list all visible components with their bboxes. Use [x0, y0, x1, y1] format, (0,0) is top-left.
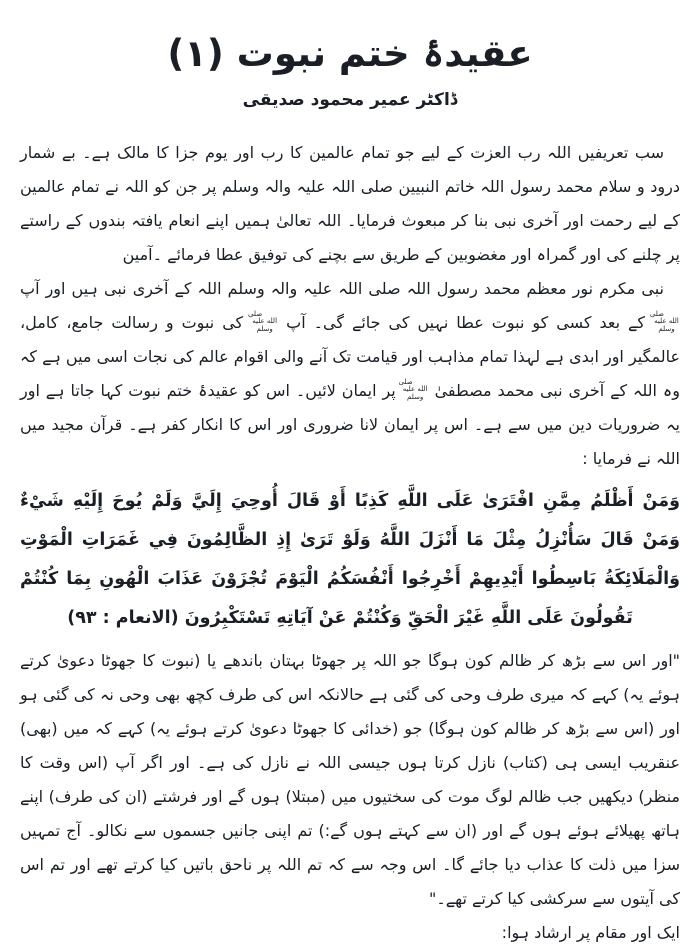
author-byline: ڈاکٹر عمیر محمود صدیقی [242, 90, 458, 111]
paragraph-text: نبی مکرم نور معظم محمد رسول اللہ صلی اللہ علیہ والہ وسلم اللہ کے آخری نبی ہیں اور آپ [20, 279, 664, 299]
verse-text: وَمَنْ أَظْلَمُ مِمَّنِ افْتَرَىٰ عَلَى اللَّهِ كَذِبًا أَوْ قَالَ أُوحِيَ إِلَيَّ وَلَمْ يُوحَ إِلَيْهِ شَيْءٌ وَمَنْ قَالَ سَأُنْزِلُ مِثْلَ مَا أَنْزَلَ اللَّهُ وَلَوْ تَرَىٰ إِذِ الظَّالِمُونَ فِي غَمَرَاتِ الْمَوْتِ وَالْمَلَائِكَةُ بَاسِطُوا أَيْدِيهِمْ أَخْرِجُوا أَنْفُسَكُمُ الْيَوْمَ تُجْزَوْنَ عَذَابَ الْهُونِ بِمَا كُنْتُمْ تَقُولُونَ عَلَى اللَّهِ غَيْرَ الْحَقِّ وَكُنْتُمْ عَنْ آيَاتِهِ تَسْتَكْبِرُونَ [20, 491, 680, 629]
paragraph-text: پر ایمان لائیں۔ اس کو عقیدۂ ختم نبوت کہا جاتا ہے اور یہ ضروریات دین میں سے ہے۔ اس پر ایمان لانا ضروری اور اس کا انکار کفر ہے۔ قرآن مجید میں اللہ نے فرمایا : [20, 381, 680, 469]
quran-verse-arabic [20, 482, 680, 638]
paragraph-text: کے بعد کسی کو نبوت عطا نہیں کی جائے گی۔ آپ [278, 313, 654, 333]
opening-hamd-paragraph: سب تعریفیں اللہ رب العزت کے لیے جو تمام عالمین کا رب اور یوم جزا کا مالک ہے۔ بے شمار درود و سلام محمد رسول اللہ خاتم النبیین صلی اللہ علیہ والہ وسلم پر جن کو اللہ نے تمام عالمین کے لیے رحمت اور آخری نبی بنا کر مبعوث فرمایا۔ اللہ تعالیٰ ہمیں اپنے انعام یافتہ بندوں کے راستے پر چلنے کی اور گمراہ اور مغضوبین کے طریق سے بچنے کی توفیق عطا فرمائے ۔آمین [20, 143, 680, 265]
saw-honorific: صلى الله عليه وسلم [398, 377, 428, 402]
document-header [20, 30, 680, 110]
aqeedah-paragraph [20, 272, 680, 476]
verse-reference: (الانعام : ۹۳) [67, 608, 179, 629]
saw-honorific: صلى الله عليه وسلم [248, 309, 278, 334]
paragraph-text: کی نبوت و رسالت جامع، کامل، عالمگیر اور ابدی ہے لہذا تمام مذاہب اور قیامت تک آنے والی اقوام عالم کی نجات اسی میں ہے کہ وہ اللہ کے آخری نبی محمد مصطفیٰ [19, 313, 681, 401]
document-title: عقیدۂ ختم نبوت (۱) [167, 32, 533, 75]
closing-line: ایک اور مقام پر ارشاد ہوا: [501, 923, 680, 943]
document-body [20, 136, 680, 950]
translation-paragraph: "اور اس سے بڑھ کر ظالم کون ہوگا جو اللہ پر جھوٹا بہتان باندھے یا (نبوت کا جھوٹا دعویٰ کرتے ہوئے یہ) کہے کہ میری طرف وحی کی گئی ہے حالانکہ اس کی طرف کچھ بھی وحی نہ کی گئی ہو اور (اس سے بڑھ کر ظالم کون ہوگا) جو (خدائی کا جھوٹا دعویٰ کرتے ہوئے یہ) کہے کہ میں (بھی) عنقریب ایسی ہی (کتاب) نازل کرتا ہوں جیسی اللہ نے نازل کی ہے۔ اور اگر آپ (اس وقت کا منظر) دیکھیں جب ظالم لوگ موت کی سختیوں میں (مبتلا) ہوں گے اور فرشتے (ان کی طرف) اپنے ہاتھ پھیلائے ہوئے ہوں گے اور (ان سے کہتے ہوں گے:) تم اپنی جانیں جسموں سے نکالو۔ آج تمہیں سزا میں ذلت کا عذاب دیا جائے گا۔ اس وجہ سے کہ تم اللہ پر ناحق باتیں کیا کرتے تھے اور تم اس کی آیتوں سے سرکشی کیا کرتے تھے۔" [20, 651, 680, 909]
saw-honorific: صلى الله عليه وسلم [649, 309, 679, 334]
